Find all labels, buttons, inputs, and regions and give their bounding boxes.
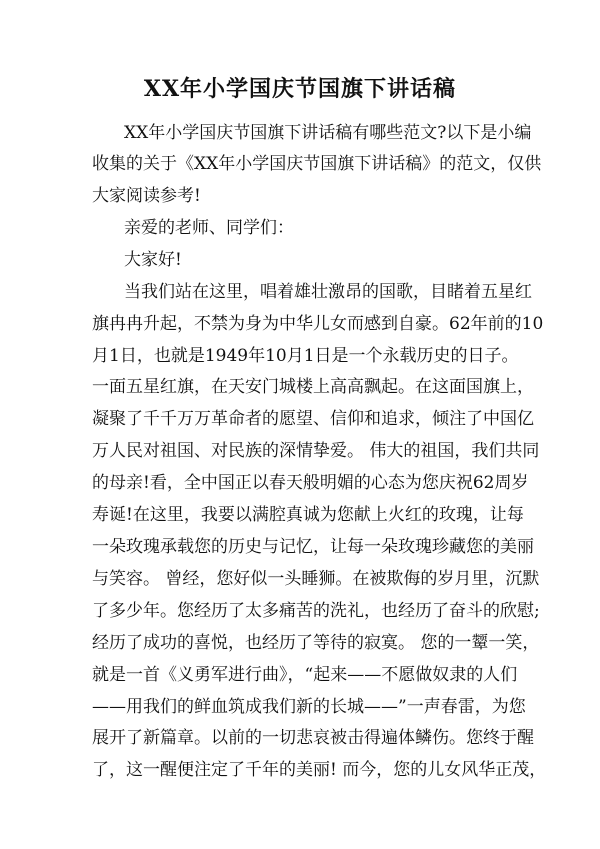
paragraph-line: 旗冉冉升起，不禁为身为中华儿女而感到自豪。62年前的10 — [92, 314, 544, 334]
salutation-line: 亲爱的老师、同学们： — [124, 218, 294, 238]
paragraph-line: 与笑容。 曾经，您好似一头睡狮。在被欺侮的岁月里，沉默 — [92, 569, 540, 589]
paragraph-line: 万人民对祖国、对民族的深情挚爱。 伟大的祖国，我们共同 — [92, 441, 540, 461]
paragraph-line: 寿诞!在这里，我要以满腔真诚为您献上火红的玫瑰，让每 — [92, 505, 524, 525]
paragraph-line: 了多少年。您经历了太多痛苦的洗礼，也经历了奋斗的欣慰; — [92, 601, 540, 621]
paragraph-line: 一面五星红旗，在天安门城楼上高高飘起。在这面国旗上， — [92, 377, 534, 397]
paragraph-line: 月1日，也就是1949年10月1日是一个永载历史的日子。 — [92, 346, 519, 366]
paragraph-line: 收集的关于《XX年小学国庆节国旗下讲话稿》的范文，仅供 — [92, 154, 542, 174]
paragraph-line: 了，这一醒便注定了千年的美丽! 而今，您的儿女风华正茂， — [92, 760, 547, 780]
paragraph-line: 当我们站在这里，唱着雄壮激昂的国歌，目睹着五星红 — [124, 282, 532, 302]
paragraph-line: 就是一首《义勇军进行曲》，“起来——不愿做奴隶的人们 — [92, 665, 518, 685]
paragraph-line: 展开了新篇章。以前的一切悲哀被击得遍体鳞伤。您终于醒 — [92, 728, 534, 748]
document-title: XX年小学国庆节国旗下讲话稿 — [143, 76, 457, 102]
paragraph-line: XX年小学国庆节国旗下讲话稿有哪些范文?以下是小编 — [124, 123, 532, 143]
paragraph-line: 的母亲!看，全中国正以春天般明媚的心态为您庆祝62周岁 — [92, 473, 529, 493]
paragraph-line: ——用我们的鲜血筑成我们新的长城——”一声春雷，为您 — [92, 697, 526, 717]
paragraph-line: 凝聚了千千万万革命者的愿望、信仰和追求，倾注了中国亿 — [92, 409, 534, 429]
paragraph-line: 一朵玫瑰承载您的历史与记忆，让每一朵玫瑰珍藏您的美丽 — [92, 537, 534, 557]
paragraph-line: 经历了成功的喜悦，也经历了等待的寂寞。 您的一颦一笑， — [92, 633, 540, 653]
paragraph-line: 大家阅读参考! — [92, 186, 201, 206]
greeting-line: 大家好! — [124, 250, 182, 270]
